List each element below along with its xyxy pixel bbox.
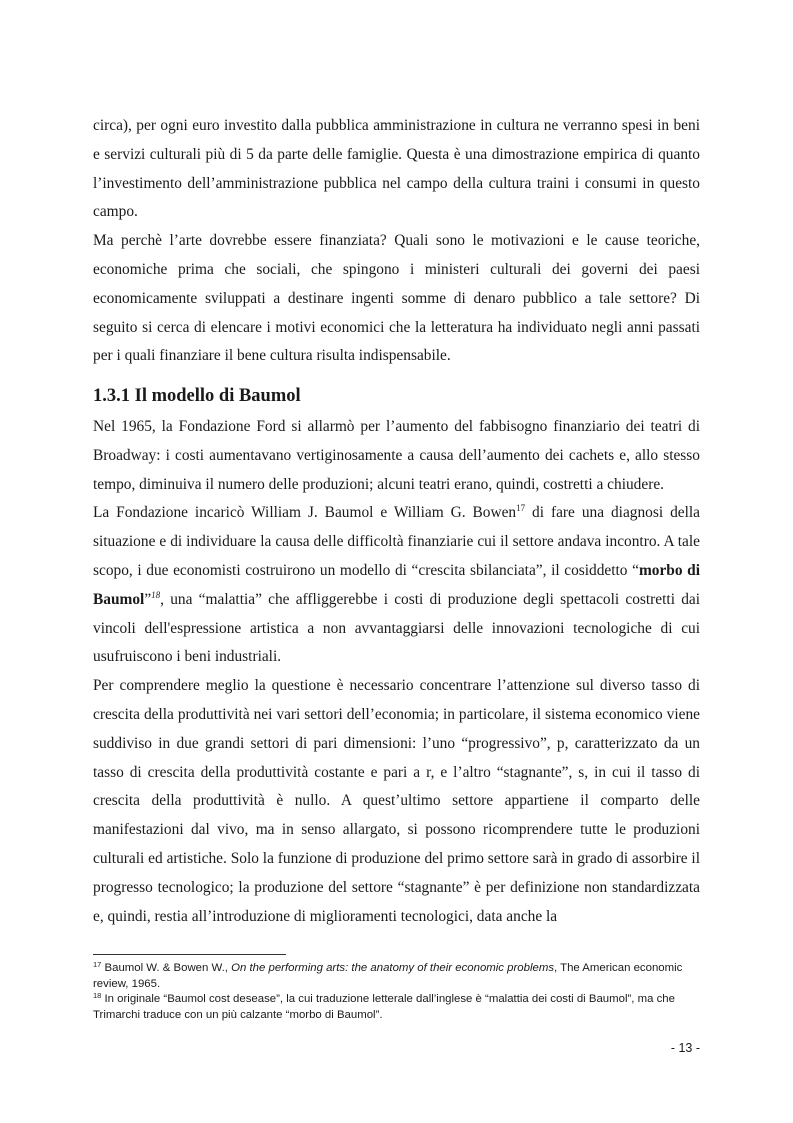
text-run: ” bbox=[144, 590, 152, 608]
footnote-ref-18[interactable]: 18 bbox=[151, 589, 161, 600]
footnote-divider bbox=[93, 954, 286, 955]
footnotes bbox=[93, 961, 700, 1023]
paragraph: circa), per ogni euro investito dalla pubblica amministrazione in cultura ne verranno spesi in beni e servizi culturali più di 5 da parte delle famiglie. Questa è una dimostrazione empirica di quanto l’investimento dell’amministrazione pubblica nel campo della cultura traini i consumi in questo campo. bbox=[93, 117, 700, 221]
text-run: In originale “Baumol cost desease”, la cui traduzione letterale dall’inglese è “malattia dei costi di Baumol”, ma che Trimarchi traduce con un più calzante “morbo di Baumol”. bbox=[93, 993, 675, 1021]
footnote-17 bbox=[93, 961, 700, 992]
paragraph bbox=[93, 499, 700, 672]
paragraph: Per comprendere meglio la questione è necessario concentrare l’attenzione sul diverso tasso di crescita della produttività nei vari settori dell’economia; in particolare, il sistema economico viene suddiviso in due grandi settori di pari dimensioni: l’uno “progressivo”, p, caratterizzato da un tasso di crescita della produttività costante e pari a r, e l’altro “stagnante”, s, in cui il tasso di crescita della produttività è nullo. A quest’ultimo settore appartiene il comparto delle manifestazioni dal vivo, ma in senso allargato, si possono ricomprendere tutte le produzioni culturali ed artistiche. Solo la funzione di produzione del primo settore sarà in grado di assorbire il progresso tecnologico; la produzione del settore “stagnante” è per definizione non standardizzata e, quindi, restia all’introduzione di miglioramenti tecnologici, data anche la bbox=[93, 677, 700, 925]
book-title: On the performing arts: the anatomy of their economic problems bbox=[231, 962, 555, 974]
text-run: di fare una diagnosi della situazione e di individuare la causa delle difficoltà finanziarie cui il settore andava incontro. A tale scopo, i due economisti costruirono un modello di “crescita sbilanciata”, il cosiddetto “ bbox=[93, 504, 700, 579]
footnote-number: 17 bbox=[93, 960, 102, 969]
section-heading: 1.3.1 Il modello di Baumol bbox=[93, 386, 301, 406]
text-run: La Fondazione incaricò William J. Baumol e William G. Bowen bbox=[93, 504, 517, 522]
footnote-18 bbox=[93, 992, 700, 1023]
page-number: - 13 - bbox=[670, 1041, 700, 1055]
text-run: , The American economic review, 1965. bbox=[93, 962, 683, 990]
footnote-ref-17[interactable]: 17 bbox=[516, 503, 526, 514]
bold-term: morbo di Baumol bbox=[93, 561, 700, 608]
footnote-number: 18 bbox=[93, 991, 102, 1000]
paragraph: Nel 1965, la Fondazione Ford si allarmò per l’aumento del fabbisogno finanziario dei teatri di Broadway: i costi aumentavano vertiginosamente a causa dell’aumento dei cachets e, allo stesso tempo, diminuiva il numero delle produzioni; alcuni teatri erano, quindi, costretti a chiudere. bbox=[93, 418, 700, 493]
text-run: Baumol W. & Bowen W., bbox=[101, 962, 232, 974]
section-body bbox=[93, 413, 700, 931]
intro-text bbox=[93, 112, 700, 371]
paragraph: Ma perchè l’arte dovrebbe essere finanziata? Quali sono le motivazioni e le cause teoriche, economiche prima che sociali, che spingono i ministeri culturali dei governi dei paesi economicamente sviluppati a destinare ingenti somme di denaro pubblico a tale settore? Di seguito si cerca di elencare i motivi economici che la letteratura ha individuato negli anni passati per i quali finanziare il bene cultura risulta indispensabile. bbox=[93, 232, 700, 365]
text-run: , una “malattia” che affliggerebbe i costi di produzione degli spettacoli costretti dai vincoli dell'espressione artistica a non avvantaggiarsi delle innovazioni tecnologiche di cui usufruiscono i beni industriali. bbox=[93, 590, 700, 666]
